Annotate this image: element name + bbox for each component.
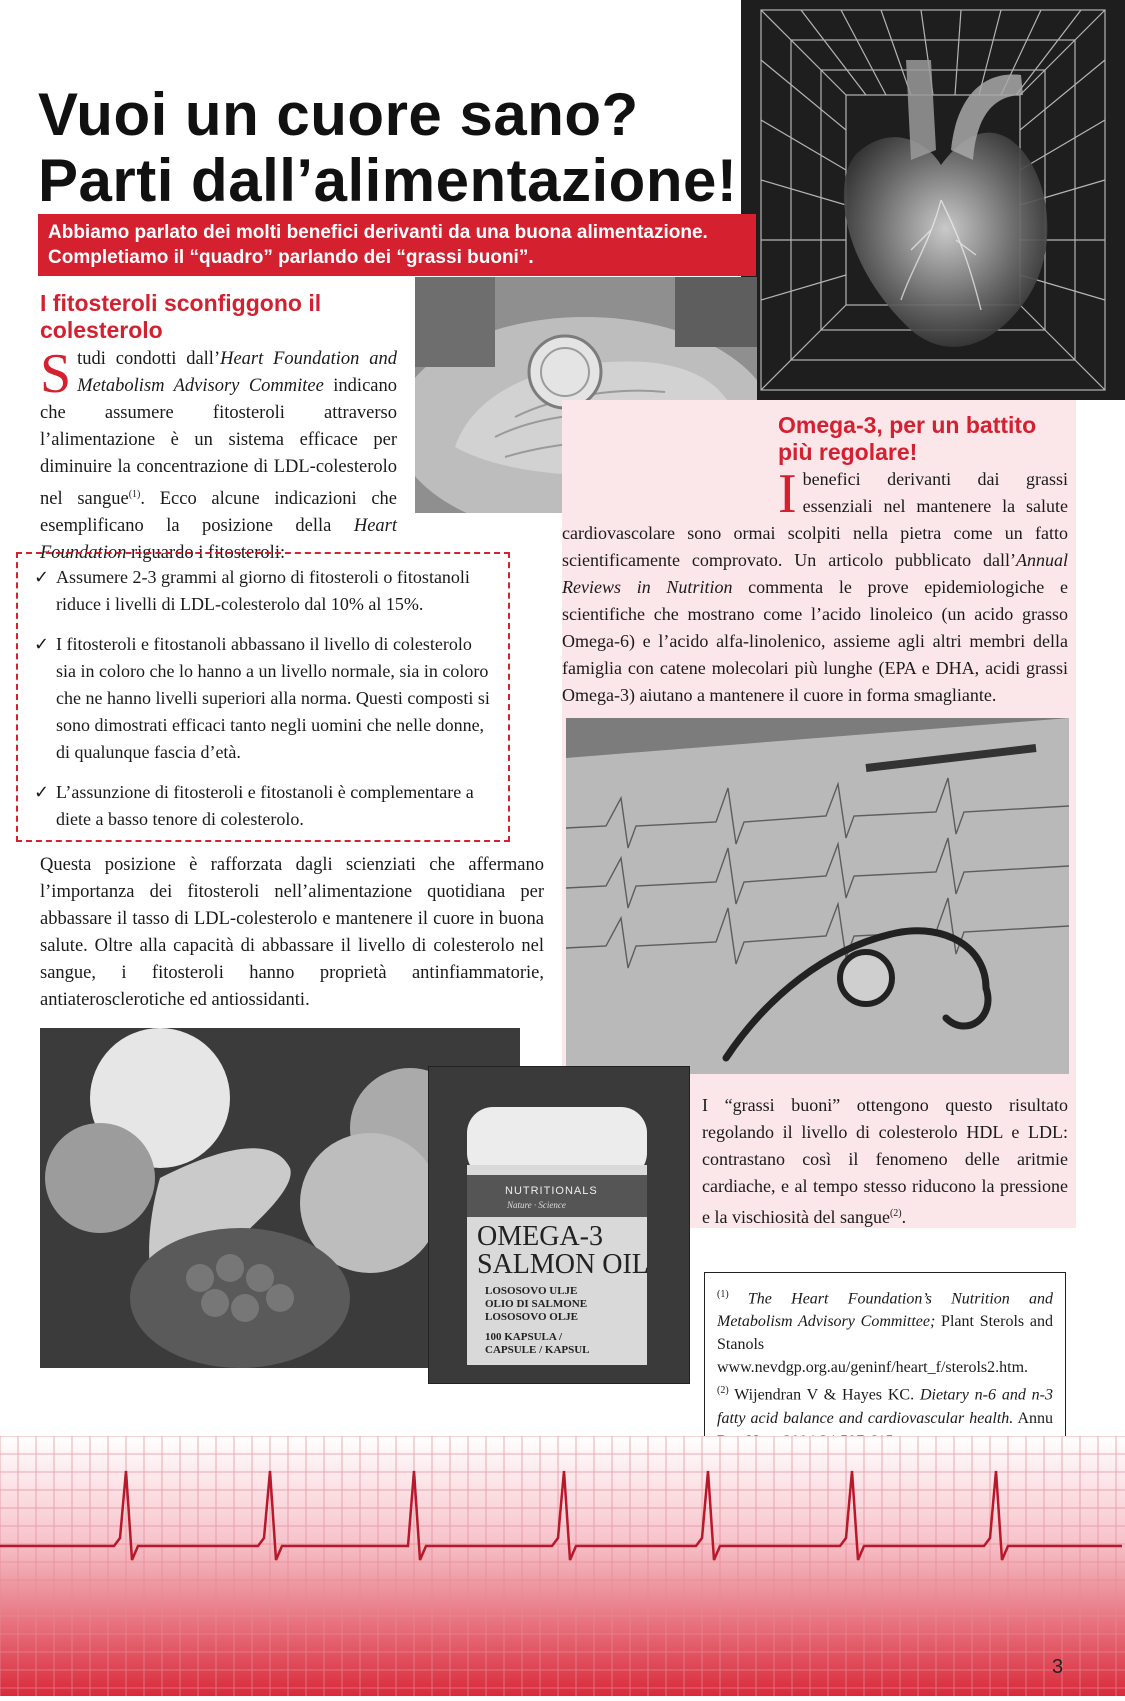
product-name bbox=[477, 1223, 649, 1279]
product-count-1: 100 KAPSULA / bbox=[485, 1331, 563, 1343]
footnote-1-source: The Heart Foundation’s Nutrition and Metabolism Advisory Committee; bbox=[717, 1290, 1053, 1331]
omega-text-c: commenta le prove epidemiologiche e scientifiche che mostrano come l’acido linoleico (un acido grasso Omega-6) e l’acido alfa-linolenico, assieme agli altri membri della famiglia con catene molecolari più lunghe (EPA e DHA, acidi grassi Omega-3) aiutano a mantenere il cuore in forma smagliante. bbox=[562, 577, 1068, 705]
product-brand bbox=[505, 1185, 598, 1197]
footnote-1 bbox=[717, 1283, 1053, 1379]
omega-dropcap: I bbox=[778, 463, 797, 525]
footnote-1-marker: (1) bbox=[717, 1289, 729, 1300]
lead-line-2: Completiamo il “quadro” parlando dei “grassi buoni”. bbox=[48, 247, 534, 268]
guideline-item-1 bbox=[34, 564, 490, 618]
product-brand-text: NUTRITIONALS bbox=[505, 1185, 598, 1197]
annual-reviews-ref: Annual Reviews in Nutrition bbox=[562, 550, 1068, 597]
fitosteroli-text-d: . Ecco alcune indicazioni che esemplificano la posizione della bbox=[40, 489, 397, 537]
omega-intro-spacer bbox=[562, 466, 778, 518]
omega-heading-line-2: più regolare! bbox=[778, 439, 918, 465]
product-count-2: CAPSULE / KAPSUL bbox=[485, 1344, 590, 1356]
ecg-stethoscope-photo bbox=[566, 718, 1069, 1074]
footnote-2-rest: Annu bbox=[1017, 1409, 1054, 1427]
omega-heading bbox=[778, 412, 1078, 466]
heart-grid-graphic bbox=[741, 0, 1125, 400]
guideline-text-1: Assumere 2-3 grammi al giorno di fitosteroli o fitostanoli riduce i livelli di LDL-colesterolo dal 10% al 15%. bbox=[56, 567, 470, 614]
checkmark-icon: ✓ bbox=[34, 634, 50, 655]
fitosteroli-text-a: tudi condotti dall’ bbox=[77, 349, 221, 369]
page-number: 3 bbox=[1052, 1656, 1064, 1678]
product-count bbox=[485, 1331, 590, 1357]
omega-heading-line-1: Omega-3, per un battito bbox=[778, 412, 1037, 438]
product-name-line-1: OMEGA-3 bbox=[477, 1221, 603, 1252]
lead-banner bbox=[38, 214, 756, 276]
checkmark-icon: ✓ bbox=[34, 567, 50, 588]
fitosteroli-conclusion: Questa posizione è rafforzata dagli scienziati che affermano l’importanza dei fitosteroli nell’alimentazione quotidiana per abbassare il tasso di LDL-colesterolo e mantenere il cuore in buona salute. Oltre alla capacità di abbassare il livello di colesterolo nel sangue, i fitosteroli hanno proprietà antinfiammatorie, antiaterosclerotiche ed antiossidanti. bbox=[40, 855, 544, 1010]
fitosteroli-text-c: indicano che assumere fitosteroli attraverso l’alimentazione è un sistema efficace per diminuire la concentrazione di LDL-colesterolo nel sangue bbox=[40, 376, 397, 510]
product-sub-2: OLIO DI SALMONE bbox=[485, 1298, 588, 1310]
fitosteroli-heading-line-2: colesterolo bbox=[40, 317, 163, 343]
footnote-1-rest: Plant Sterols and Stanols www.nevdgp.org.au/geninf/heart_f/sterols2.htm. bbox=[717, 1313, 1054, 1377]
product-tagline: Nature · Science bbox=[507, 1200, 566, 1210]
lead-line-1: Abbiamo parlato dei molti benefici derivanti da una buona alimentazione. bbox=[48, 222, 708, 243]
page-title-line-2: Parti dall’alimentazione! bbox=[38, 147, 738, 214]
footnote-2-authors: Wijendran V & Hayes KC. bbox=[728, 1386, 920, 1404]
footnotes-box bbox=[704, 1272, 1066, 1438]
product-translations bbox=[485, 1285, 587, 1324]
footnote-2-title: Dietary n-6 and n-3 fatty acid balance and cardiovascular health. bbox=[717, 1386, 1054, 1427]
guideline-text-2: I fitosteroli e fitostanoli abbassano il livello di colesterolo sia in coloro che lo hanno a un livello normale, sia in coloro che ne hanno livelli superiori alla norma. Questi composti si sono dimostrati efficaci tanto negli uomini che nelle donne, di qualunque fascia d’età. bbox=[56, 634, 490, 762]
guideline-item-3 bbox=[34, 779, 490, 833]
fitosteroli-guidelines-box bbox=[16, 552, 510, 842]
product-sub-3: LOSOSOVO OLJE bbox=[485, 1311, 579, 1323]
fitosteroli-heading-line-1: I fitosteroli sconfiggono il bbox=[40, 290, 322, 316]
heart-foundation-ref: Heart Foundation and Metabolism Advisory Commitee bbox=[77, 349, 397, 396]
page-title bbox=[38, 82, 758, 214]
page-title-line-1: Vuoi un cuore sano? bbox=[38, 81, 639, 148]
heart-illustration bbox=[741, 0, 1125, 400]
guideline-text-3: L’assunzione di fitosteroli e fitostanoli è complementare a diete a basso tenore di colesterolo. bbox=[56, 782, 474, 829]
omega3-product-photo bbox=[428, 1066, 690, 1384]
omega-result-end: . bbox=[901, 1207, 907, 1227]
product-sub-1: LOSOSOVO ULJE bbox=[485, 1285, 578, 1297]
ecg-graphic bbox=[566, 718, 1069, 1074]
omega-result bbox=[702, 1092, 1068, 1231]
ecg-footer-graphic bbox=[0, 1436, 1125, 1696]
omega-intro bbox=[562, 463, 1068, 709]
checkmark-icon: ✓ bbox=[34, 782, 50, 803]
fitosteroli-heading bbox=[40, 290, 400, 344]
footnote-ref-2: (2) bbox=[889, 1208, 902, 1219]
footnote-ref-1: (1) bbox=[128, 489, 141, 500]
heart-foundation-name: Heart Foundation bbox=[40, 516, 397, 564]
omega-result-text: I “grassi buoni” ottengono questo risultato regolando il livello di colesterolo HDL e LDL: contrastano così il fenomeno delle aritmie cardiache, e al tempo stesso riducono la pressione e la vischiosità del sangue bbox=[702, 1095, 1068, 1227]
ecg-footer-band bbox=[0, 1436, 1125, 1696]
product-name-line-2: SALMON OIL bbox=[477, 1249, 649, 1280]
guideline-item-2 bbox=[34, 631, 490, 766]
fitosteroli-text-f: riguardo i fitosteroli: bbox=[126, 543, 286, 564]
fitosteroli-intro bbox=[40, 343, 397, 567]
fitosteroli-dropcap: S bbox=[40, 343, 72, 405]
omega-text-a: benefici derivanti dai grassi essenziali nel mantenere la salute cardiovascolare sono ormai scolpiti nella pietra come un fatto scientificamente comprovato. Un articolo pubblicato dall’ bbox=[562, 469, 1068, 570]
footnote-2-marker: (2) bbox=[717, 1385, 729, 1397]
